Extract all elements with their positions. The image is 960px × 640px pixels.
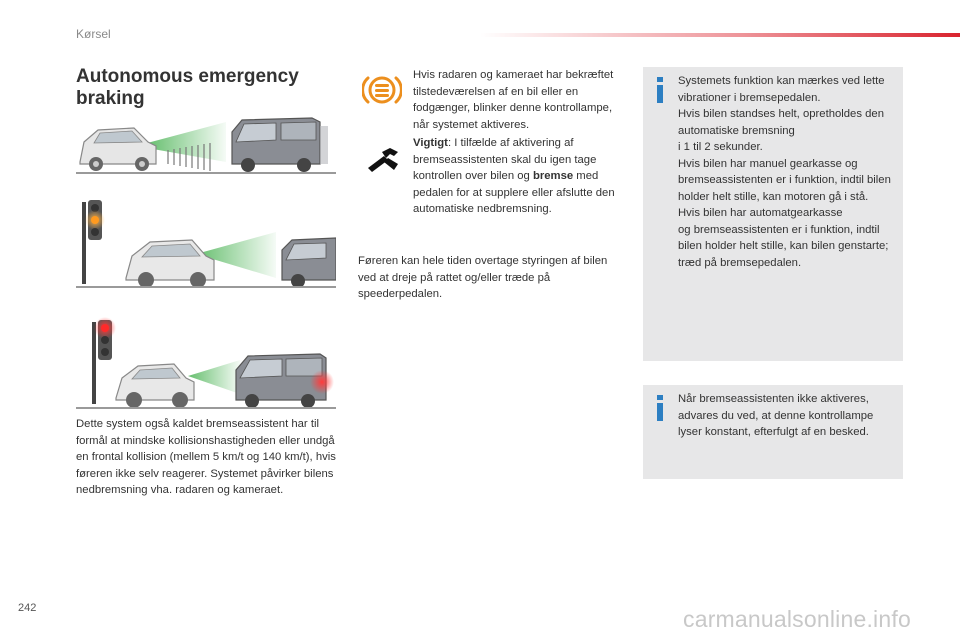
car-icon <box>80 128 156 171</box>
car-icon <box>116 364 194 408</box>
road-line <box>76 286 336 288</box>
info-icon <box>653 77 667 103</box>
section-label: Kørsel <box>76 27 111 41</box>
important-bold-word: bremse <box>532 170 574 182</box>
important-label: Vigtigt <box>413 137 448 149</box>
info-box-not-activated <box>643 385 903 479</box>
traffic-light-scene <box>76 196 336 290</box>
traffic-light-icon <box>82 200 105 284</box>
info-box-1-text <box>678 73 893 271</box>
braking-scene <box>76 316 336 410</box>
title-line-1: Autonomous emergency <box>76 66 299 87</box>
info-line: Hvis bilen har automatgearkasse <box>678 207 843 219</box>
road-line <box>76 172 336 174</box>
title-line-2: braking <box>76 88 145 109</box>
intro-paragraph: Dette system også kaldet bremseassistent har til formål at mindske kollisionshastigheden eller undgå en frontal kollision (mellem 5 km/t og 140 km/t), hvis føreren ikke selv reagerer. Systemet påvirker bilens nedbremsning vha. radaren og kameraet. <box>76 418 336 496</box>
wrench-icon <box>364 142 404 178</box>
brake-light-glow <box>310 370 334 394</box>
page-title <box>76 66 336 110</box>
important-text-2: med pedalen for at supplere eller afslutte den automatiske nedbremsning. <box>413 170 615 215</box>
van-icon <box>232 118 328 172</box>
van-icon <box>282 238 336 288</box>
illustration-traffic-light-scene <box>76 196 336 290</box>
info-line: Hvis bilen har manuel gearkasse og bremseassistenten er i funktion, indtil bilen holder helt stille, kan motoren gå i stå. <box>678 157 891 203</box>
car-van-scene <box>76 112 336 178</box>
info-line: i 1 til 2 sekunder. <box>678 141 763 153</box>
info-line: Systemets funktion kan mærkes ved lette vibrationer i bremsepedalen. <box>678 75 885 104</box>
brake-assist-warning-icon <box>362 70 402 110</box>
info-box-operation <box>643 67 903 361</box>
info-icon <box>653 395 667 421</box>
radar-beam <box>188 360 240 394</box>
traffic-light-icon <box>92 317 116 404</box>
info-box-2-text: Når bremseassistenten ikke aktiveres, advares du ved, at denne kontrollampe lyser konstant, efterfulgt af en besked. <box>678 393 874 438</box>
van-icon <box>236 354 334 408</box>
page-number: 242 <box>18 602 37 614</box>
header-rule <box>480 33 960 37</box>
warning-lamp-text: Hvis radaren og kameraet har bekræftet tilstedeværelsen af en bil eller en fodgænger, blinker denne kontrollampe, når systemet aktiveres. <box>413 69 614 131</box>
illustration-car-approaching-van <box>76 112 336 178</box>
important-note <box>413 135 625 218</box>
illustration-emergency-braking <box>76 316 336 410</box>
road-line <box>76 407 336 409</box>
info-line: og bremseassistenten er i funktion, indtil bilen holder helt stille, kan bilen genstarte; træd på bremsepedalen. <box>678 223 889 269</box>
car-icon <box>126 240 214 288</box>
important-text-1: : I tilfælde af aktivering af bremseassistenten skal du igen tage kontrollen over bilen og <box>413 137 597 182</box>
override-paragraph: Føreren kan hele tiden overtage styringen af bilen ved at dreje på rattet og/eller træde på speederpedalen. <box>358 255 608 300</box>
info-line: Hvis bilen standses helt, opretholdes den automatiske bremsning <box>678 108 884 137</box>
watermark: carmanualsonline.info <box>683 606 911 632</box>
